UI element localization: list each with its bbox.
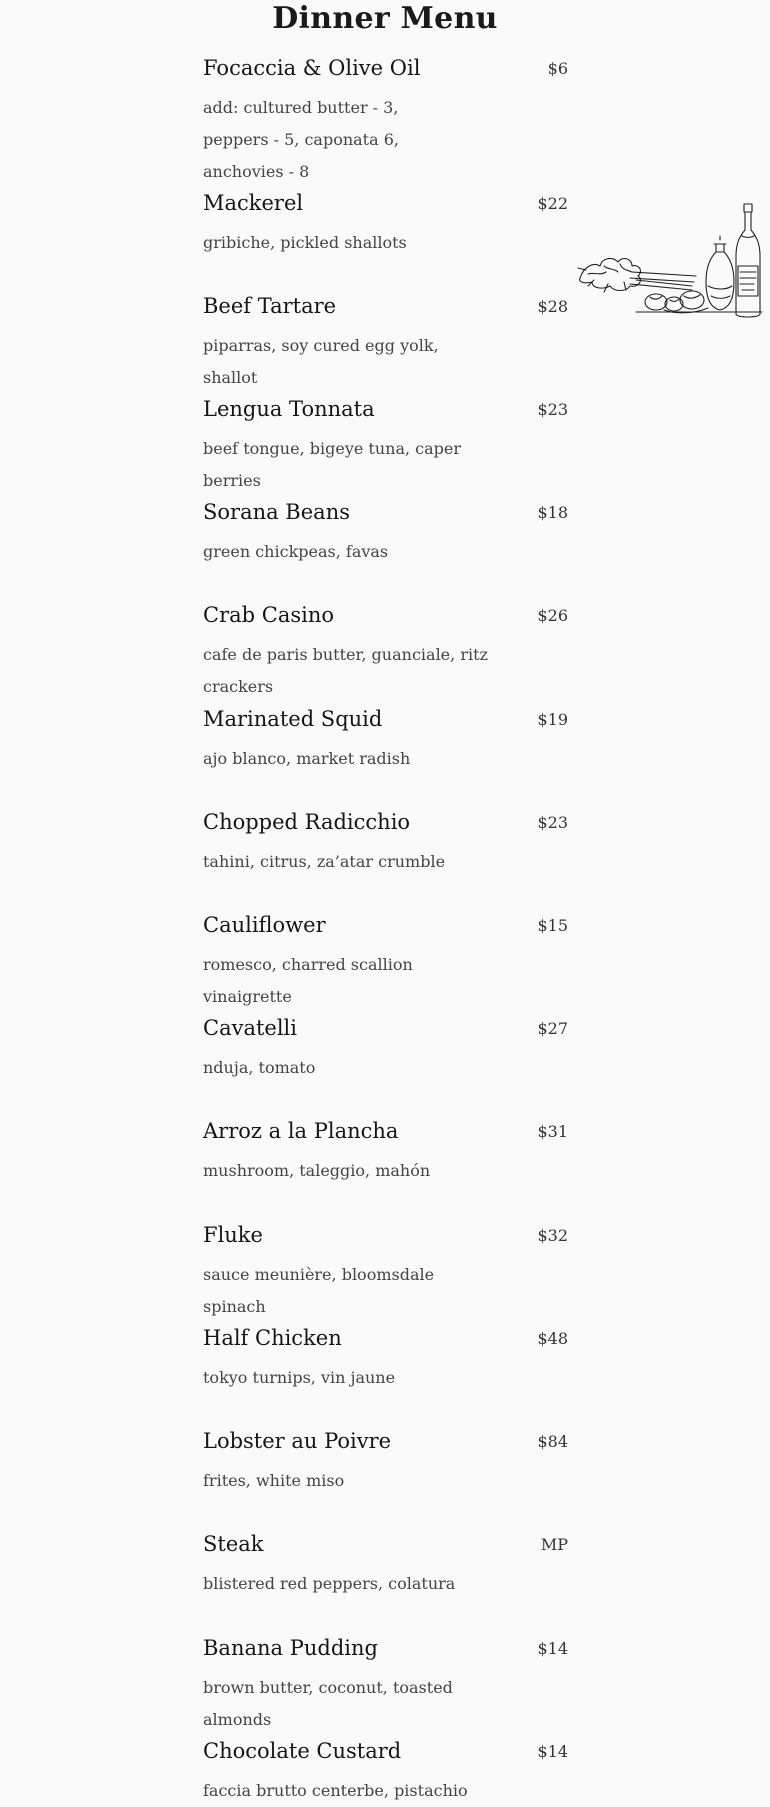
item-name: Chopped Radicchio	[203, 810, 411, 834]
item-price: MP	[540, 1535, 568, 1554]
still-life-illustration	[574, 200, 764, 322]
item-description: sauce meunière, bloomsdale spinach	[203, 1265, 435, 1316]
item-price: $6	[547, 59, 568, 78]
item-price: $23	[537, 813, 568, 832]
item-name: Chocolate Custard	[203, 1739, 402, 1763]
item-price: $28	[537, 297, 568, 316]
item-price: $19	[537, 710, 568, 729]
item-price: $26	[537, 606, 568, 625]
item-description: beef tongue, bigeye tuna, caper berries	[203, 439, 462, 490]
item-name: Mackerel	[203, 191, 304, 215]
item-price: $14	[537, 1639, 568, 1658]
item-price: $22	[537, 194, 568, 213]
wine-bottle-icon	[736, 204, 760, 317]
item-name: Steak	[203, 1532, 264, 1556]
item-description: tokyo turnips, vin jaune	[203, 1368, 396, 1387]
item-name: Cauliflower	[203, 913, 326, 937]
greens-icon	[578, 259, 696, 292]
item-name: Beef Tartare	[203, 294, 337, 318]
item-name: Marinated Squid	[203, 707, 383, 731]
item-description: blistered red peppers, colatura	[203, 1574, 456, 1593]
item-price: $84	[537, 1432, 568, 1451]
item-name: Arroz a la Plancha	[203, 1119, 399, 1143]
item-description: add: cultured butter - 3, peppers - 5, caponata 6, anchovies - 8	[203, 98, 399, 181]
item-name: Focaccia & Olive Oil	[203, 56, 421, 80]
item-description: frites, white miso	[203, 1471, 345, 1490]
item-name: Crab Casino	[203, 603, 334, 627]
item-description: brown butter, coconut, toasted almonds	[203, 1678, 453, 1729]
item-price: $15	[537, 916, 568, 935]
item-price: $32	[537, 1226, 568, 1245]
item-name: Lengua Tonnata	[203, 397, 375, 421]
item-name: Half Chicken	[203, 1326, 342, 1350]
item-name: Lobster au Poivre	[203, 1429, 392, 1453]
item-description: nduja, tomato	[203, 1058, 316, 1077]
item-description: piparras, soy cured egg yolk, shallot	[203, 336, 439, 387]
item-price: $27	[537, 1019, 568, 1038]
oil-cruet-icon	[706, 236, 734, 310]
page-title: Dinner Menu	[272, 1, 498, 37]
item-description: green chickpeas, favas	[203, 542, 389, 561]
item-name: Sorana Beans	[203, 500, 350, 524]
item-description: faccia brutto centerbe, pistachio	[203, 1781, 468, 1800]
item-price: $48	[537, 1329, 568, 1348]
item-price: $14	[537, 1742, 568, 1761]
item-name: Cavatelli	[203, 1016, 297, 1040]
item-description: romesco, charred scallion vinaigrette	[203, 955, 413, 1006]
item-description: ajo blanco, market radish	[203, 749, 411, 768]
item-price: $23	[537, 400, 568, 419]
item-description: tahini, citrus, za’atar crumble	[203, 852, 446, 871]
item-description: cafe de paris butter, guanciale, ritz crackers	[203, 645, 488, 696]
item-name: Banana Pudding	[203, 1636, 378, 1660]
item-description: mushroom, taleggio, mahón	[203, 1161, 431, 1180]
item-price: $18	[537, 503, 568, 522]
item-description: gribiche, pickled shallots	[203, 233, 407, 252]
vegetables-icon	[645, 291, 708, 313]
item-name: Fluke	[203, 1223, 263, 1247]
item-price: $31	[537, 1122, 568, 1141]
